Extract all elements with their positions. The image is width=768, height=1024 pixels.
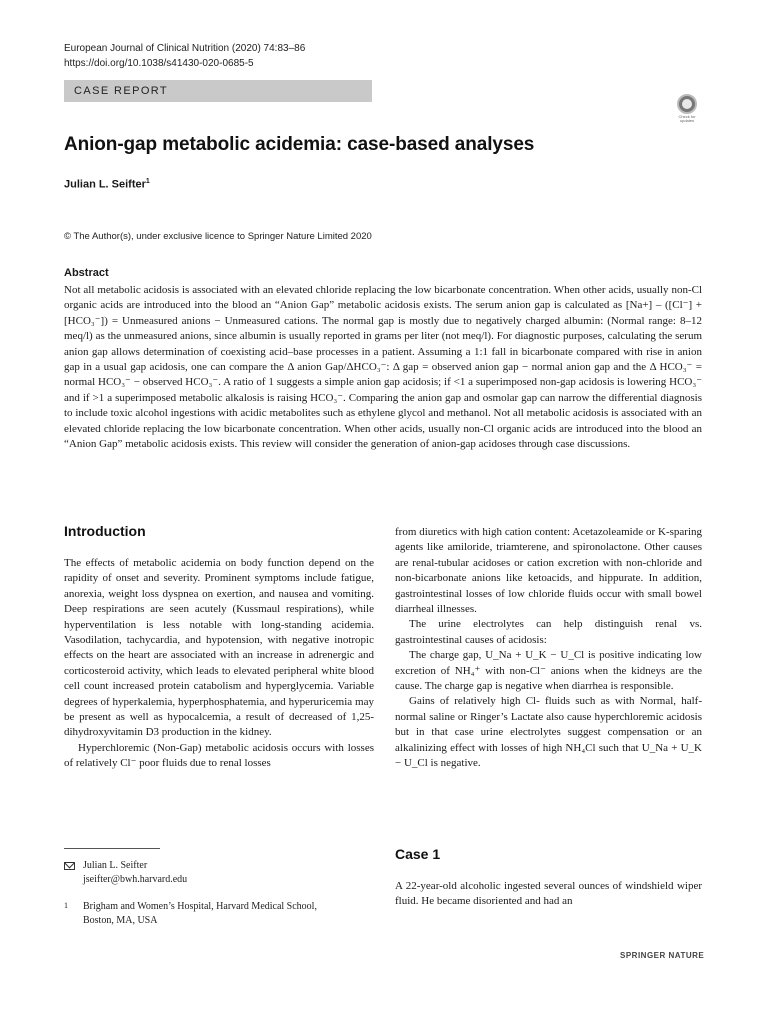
copyright-notice: © The Author(s), under exclusive licence to Springer Nature Limited 2020: [64, 231, 372, 242]
section-label-banner: CASE REPORT: [64, 80, 372, 102]
doi-link[interactable]: https://doi.org/10.1038/s41430-020-0685-5: [64, 58, 254, 69]
intro-paragraph-4: The urine electrolytes can help distinguish renal vs. gastrointestinal causes of acidosis:: [395, 618, 702, 646]
corresponding-author-note: [64, 859, 147, 873]
author-line: [64, 178, 150, 191]
intro-paragraph-5: The charge gap, U_Na + U_K − U_Cl is positive indicating low excretion of NH₄⁺ with non-Cl⁻ anions when the kidneys are the cause. The charge gap is negative when diarrhea is responsible.: [395, 649, 702, 693]
journal-citation: [64, 41, 305, 71]
intro-paragraph-6: Gains of relatively high Cl- fluids such as with Normal, half-normal saline or Ringer’s Lactate also cause hyperchloremic acidosis but in that case urine electrolytes suggest compensation or an alkalinizing effect with losses of high NH₄Cl such that U_Na + U_K − U_Cl is negative.: [395, 695, 702, 770]
case1-paragraph-1: A 22-year-old alcoholic ingested several ounces of windshield wiper fluid. He became disoriented and had an: [395, 880, 702, 908]
intro-paragraph-2: Hyperchloremic (Non-Gap) metabolic acidosis occurs with losses of relatively Cl⁻ poor fluids due to renal losses: [64, 741, 374, 770]
affiliation-line-2: Boston, MA, USA: [83, 915, 158, 926]
affiliation-line-1: Brigham and Women’s Hospital, Harvard Medical School,: [83, 901, 317, 912]
abstract-heading: Abstract: [64, 267, 109, 279]
check-for-updates-badge[interactable]: [672, 92, 702, 122]
badge-label: Check for updates: [678, 114, 696, 123]
article-title: Anion-gap metabolic acidemia: case-based analyses: [64, 134, 535, 155]
author-affil-mark: 1: [145, 178, 150, 185]
check-updates-icon-inner: [682, 99, 692, 109]
abstract-text: Not all metabolic acidosis is associated with an elevated chloride replacing the low bicarbonate concentration. When other acids, usually non-Cl organic acids are introduced into the blood an “Anion Gap” metabolic acidosis exists. The serum anion gap is calculated as [Na+] – ([Cl⁻] + [HCO₃⁻]) = Unmeasured anions − Unmeasured cations. The normal gap is mostly due to negatively charged albumin: (Normal range: 8–12 meq/l) as the unmeasured anions, since albumin is usually reported in grams per liter (not meq/l). For diagnostic purposes, calculating the serum anion gap allows determination of coexisting acid–base processes in a patient. Assuming a 1:1 fall in bicarbonate compared with rise in anion gap in a usual gap acidosis, one can compare the Δ anion Gap/ΔHCO₃⁻: Δ gap = observed anion gap − normal anion gap and the Δ HCO₃⁻ = normal HCO₃⁻ − observed HCO₃⁻. A ratio of 1 suggests a simple anion gap acidosis; if <1 a superimposed non-gap acidosis is lowering HCO₃⁻ and if >1 a superimposed metabolic alkalosis is raising HCO₃⁻. Comparing the anion gap and osmolar gap can narrow the differential diagnosis to include toxic alcohol ingestions with acidic metabolites such as ethylene glycol and methanol. Not all metabolic acidosis is associated with an elevated chloride replacing the low bicarbonate concentration. When other acids, usually non-Cl organic acids are introduced into the blood an “Anion Gap” metabolic acidosis exists. This review will consider the generation of anion-gap acidoses through case discussions.: [64, 284, 702, 451]
introduction-heading: Introduction: [64, 523, 146, 539]
journal-line: European Journal of Clinical Nutrition (2020) 74:83–86: [64, 43, 306, 54]
author-name[interactable]: Julian L. Seifter: [64, 178, 146, 191]
introduction-body-right: [395, 525, 702, 772]
intro-paragraph-1: The effects of metabolic acidemia on body function depend on the rapidity of onset and severity. Prominent symptoms include fatigue, anorexia, weight loss dyspnea on exertion, and nausea and vomiting. Deep respirations are seen acutely (Kussmaul respirations), while hyperventilation is less notable with long-standing acidemia. Vasodilation, tachycardia, and hypotension, with negative inotropic effects on the heart are associated with an increase in adrenergic and corticosteroid activity, which leads to elevated peripheral white blood cell count increased protein catabolism and hyperglycemia. Variable degrees of hyperkalemia, hyperphosphatemia, and hyperuricemia may be present as well as hypocalcemia, a result of decreased of 1,25-dihydroxyvitamin D3 production in the kidney.: [64, 557, 374, 739]
publisher-logo: SPRINGER NATURE: [620, 951, 705, 960]
contact-name: Julian L. Seifter: [83, 860, 148, 871]
contact-email[interactable]: jseifter@bwh.harvard.edu: [83, 874, 188, 885]
footnote-rule: [64, 848, 160, 849]
intro-paragraph-3: from diuretics with high cation content: Acetazoleamide or K-sparing agents like amiloride, triamterene, and spironolactone. Other causes are renal-tubular acidoses or cation excretion with non-chloride and non-bicarbonate anions like ketoacids, and hippurate. In addition, gastrointestinal losses of low chloride fluids occur with small bowel diarrheal illnesses.: [395, 526, 702, 616]
case1-heading: Case 1: [395, 846, 441, 862]
introduction-body-left: [64, 556, 374, 772]
affiliation-note: [83, 900, 317, 928]
envelope-icon: [64, 862, 75, 870]
affiliation-mark: 1: [64, 901, 68, 910]
